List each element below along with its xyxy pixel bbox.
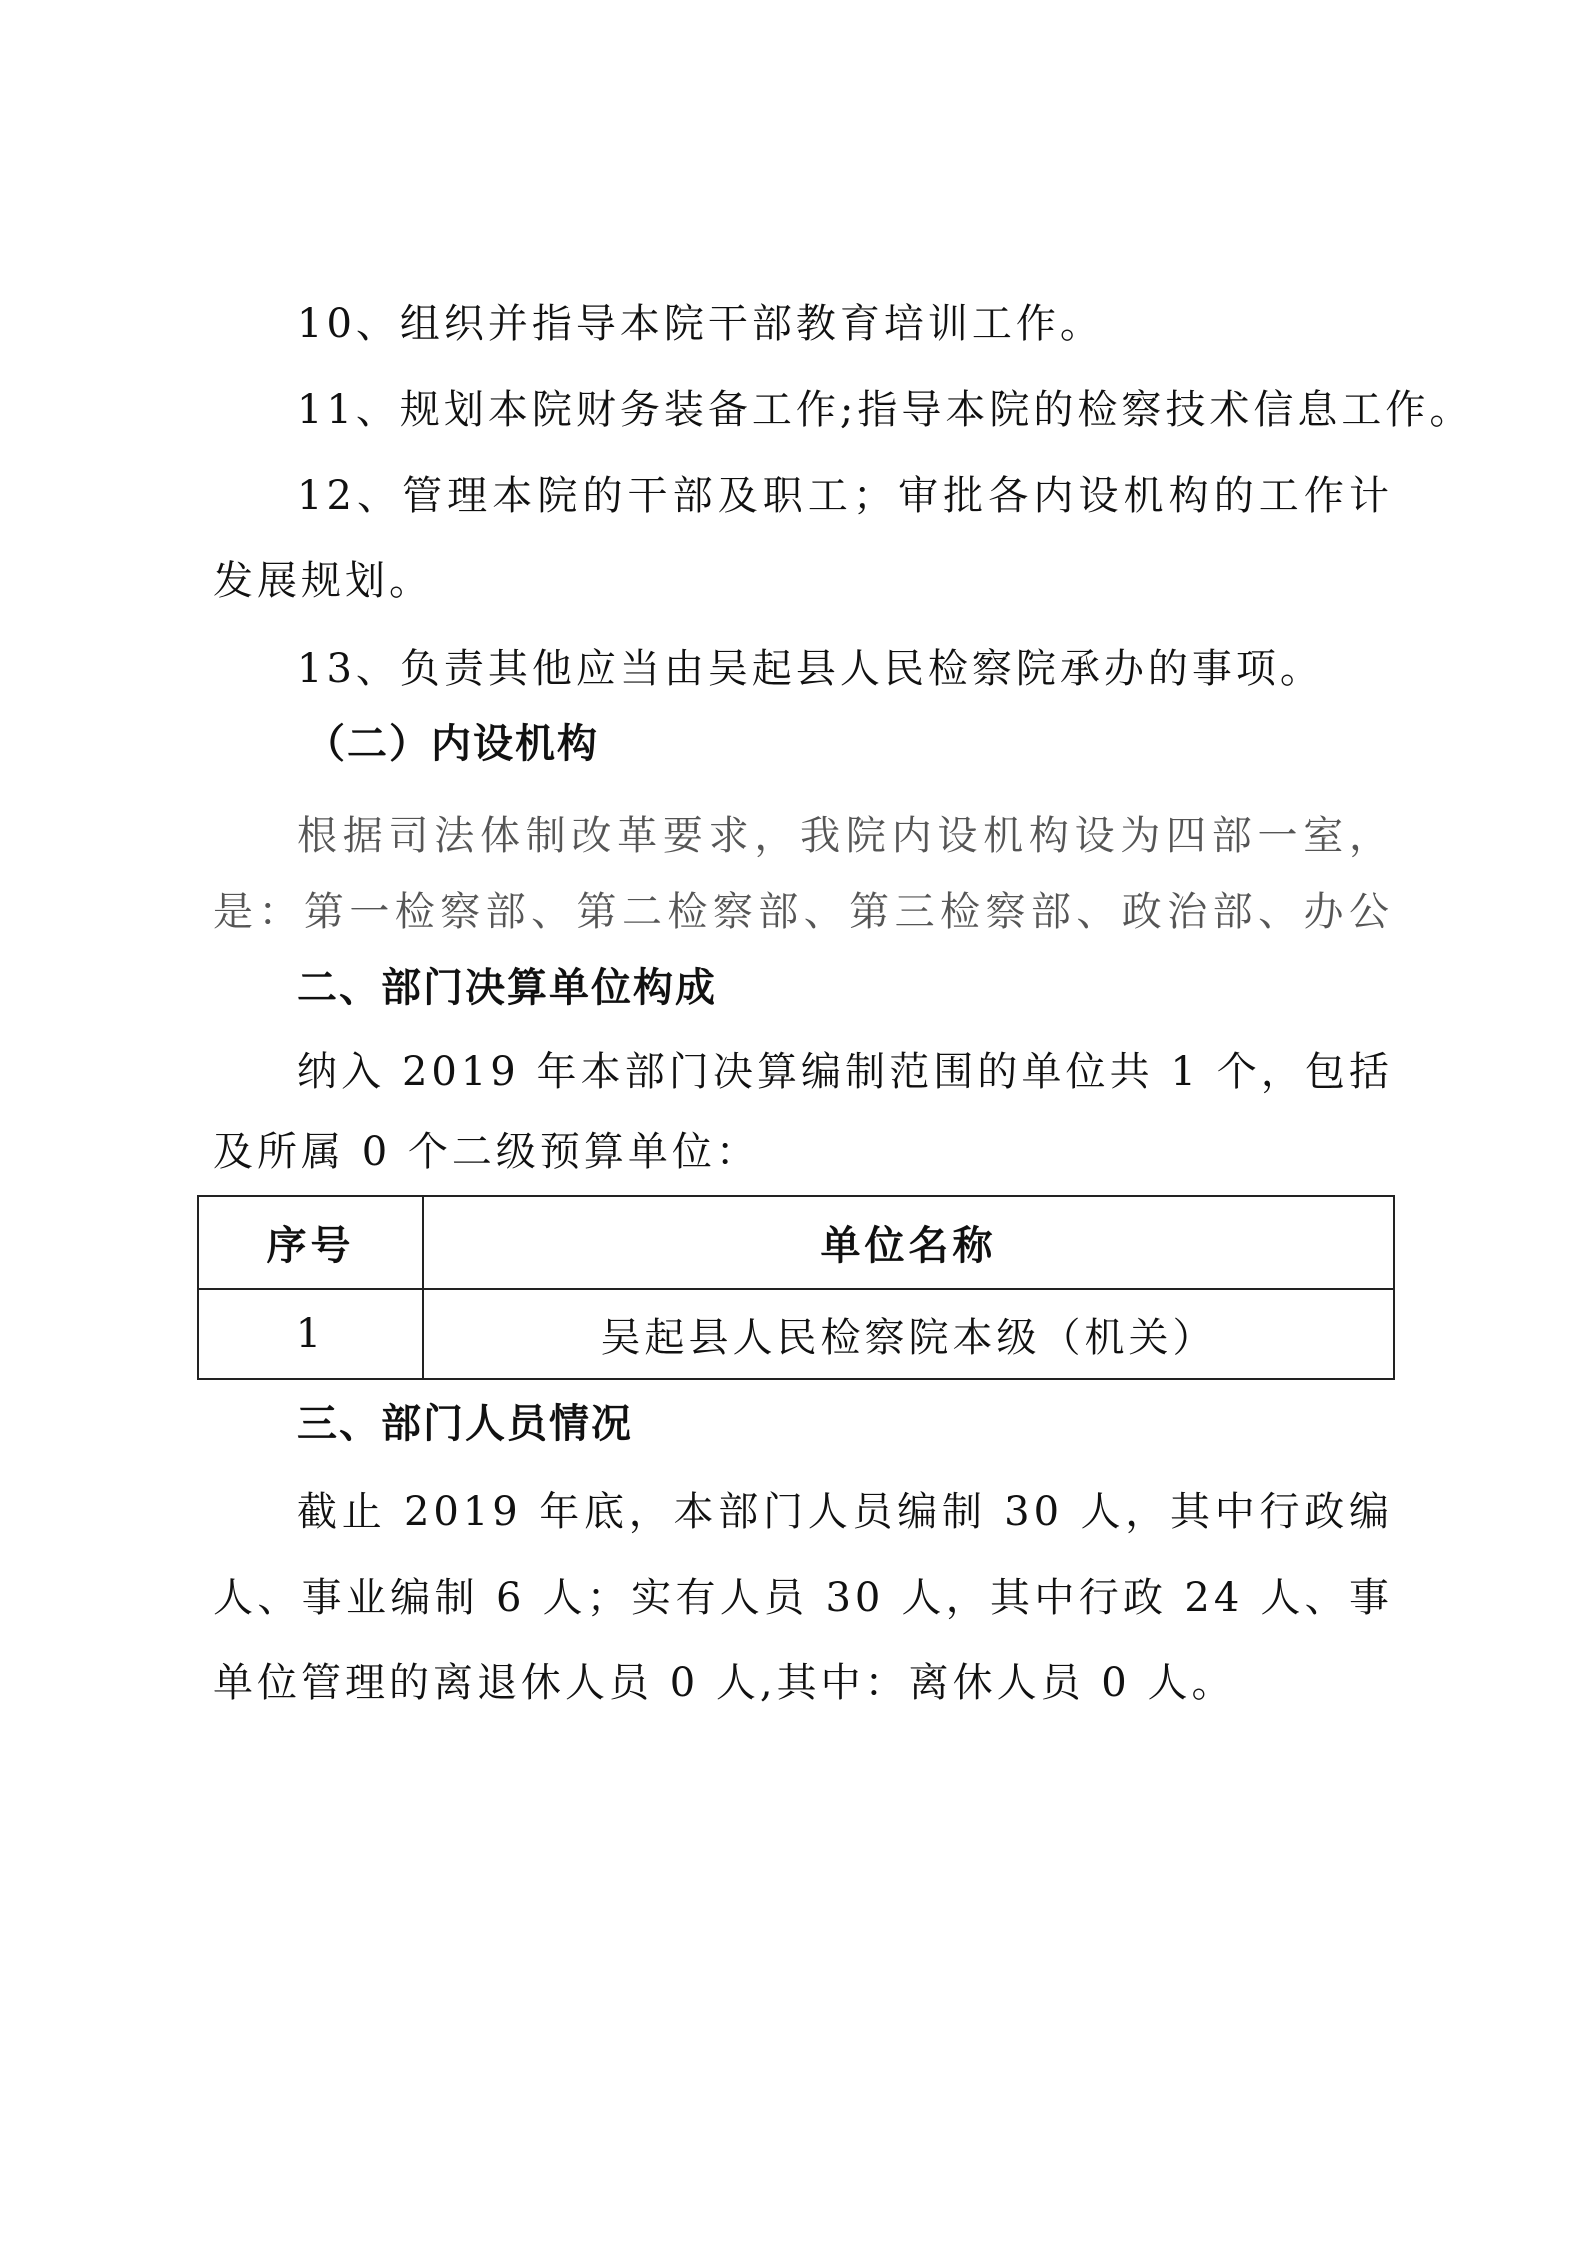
internal-paragraph-line-2: 是：第一检察部、第二检察部、第三检察部、政治部、办公 [213,889,1393,935]
internal-paragraph-line-1: 根据司法体制改革要求，我院内设机构设为四部一室， [297,813,1393,859]
duty-item-12: 12、管理本院的干部及职工；审批各内设机构的工作计 [297,473,1393,519]
units-table-header-seq: 序号 [198,1196,423,1289]
units-paragraph-line-2: 及所属 0 个二级预算单位： [213,1129,760,1175]
units-table-header-row [198,1196,1394,1289]
units-paragraph-line-1: 纳入 2019 年本部门决算编制范围的单位共 1 个，包括 [297,1049,1393,1095]
table-row [198,1289,1394,1379]
section-heading-internal: （二）内设机构 [305,721,599,767]
units-table-cell-seq: 1 [198,1289,423,1379]
duty-item-11: 11、规划本院财务装备工作;指导本院的检察技术信息工作。 [297,387,1474,433]
units-table-cell-name: 吴起县人民检察院本级（机关） [423,1289,1394,1379]
units-table [197,1195,1395,1380]
duty-item-12-continued: 发展规划。 [213,558,433,604]
staff-paragraph-line-3: 单位管理的离退休人员 0 人,其中：离休人员 0 人。 [213,1660,1236,1706]
units-table-header-name: 单位名称 [423,1196,1394,1289]
section-heading-units: 二、部门决算单位构成 [297,965,717,1011]
duty-item-13: 13、负责其他应当由吴起县人民检察院承办的事项。 [297,646,1324,692]
duty-item-10: 10、组织并指导本院干部教育培训工作。 [297,301,1104,347]
staff-paragraph-line-2: 人、事业编制 6 人；实有人员 30 人，其中行政 24 人、事 [213,1575,1393,1621]
staff-paragraph-line-1: 截止 2019 年底，本部门人员编制 30 人，其中行政编 [297,1489,1393,1535]
section-heading-staff: 三、部门人员情况 [297,1401,633,1447]
